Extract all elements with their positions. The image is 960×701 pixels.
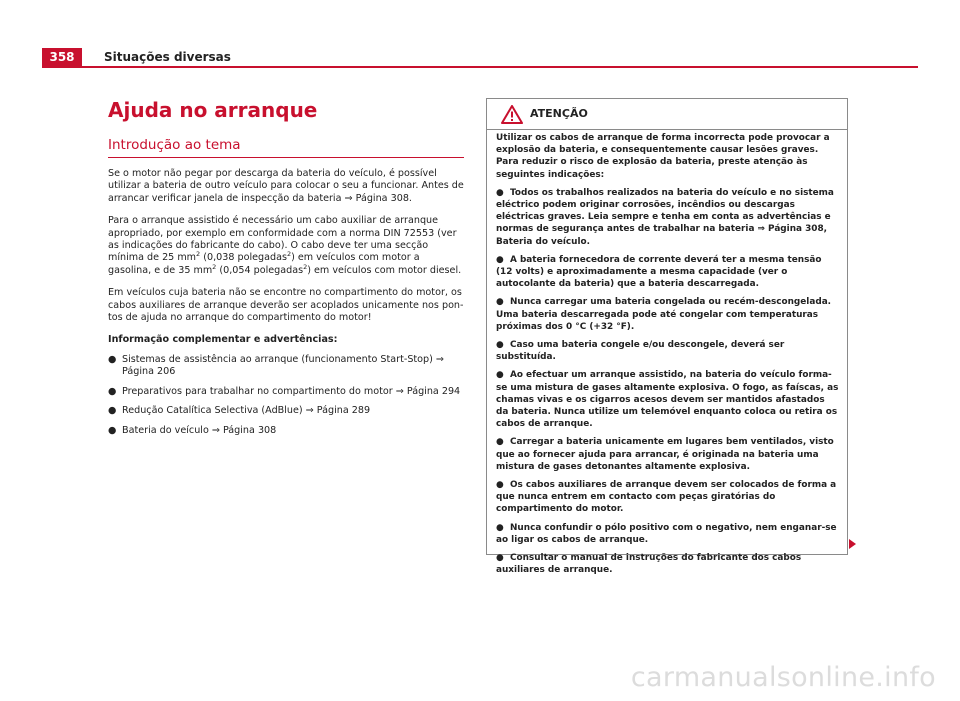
bullet-icon: ●	[496, 370, 504, 381]
paragraph-2-part: ) em veículos com motor diesel.	[307, 264, 462, 276]
bullet-icon: ●	[496, 480, 504, 491]
warning-triangle-icon	[501, 105, 523, 124]
bullet-icon: ●	[108, 385, 117, 397]
info-heading: Informação complementar e advertências:	[108, 334, 338, 346]
warning-intro: Utilizar os cabos de arranque de forma incorrecta pode provocar a explosão da bateria, e consequentemente causar lesões graves. Para reduzir o risco de explosão da bateria, preste atenção às seguintes indicações:	[496, 133, 830, 180]
bullet-icon: ●	[108, 353, 117, 365]
warning-item-text: Ao efectuar um arranque assistido, na bateria do veículo forma-se uma mistura de gases altamente explosiva. O fogo, as faíscas, as chamas vivas e os cigarros acesos devem ser mantidos afastados da bateria. Nunca utilize um telemóvel enquanto coloca ou retira os cabos de arranque.	[496, 370, 839, 430]
list-item	[108, 386, 464, 398]
page-number: 358	[42, 48, 82, 66]
link-text[interactable]: Sistemas de assistência ao arranque (funcionamento Start-Stop) ⇒ Página 206	[122, 353, 444, 378]
list-item	[108, 405, 464, 417]
warning-body	[487, 130, 847, 577]
bullet-icon: ●	[496, 437, 504, 448]
superscript: 2	[303, 262, 308, 271]
bullet-icon: ●	[108, 424, 117, 436]
bullet-icon: ●	[496, 254, 504, 265]
continue-arrow-icon	[849, 539, 856, 549]
warning-item	[496, 552, 839, 576]
warning-item	[496, 296, 839, 333]
bullet-icon: ●	[496, 340, 504, 351]
intro-column	[108, 96, 464, 437]
paragraph-2	[108, 215, 464, 277]
paragraph-1: Se o motor não pegar por descarga da bateria do veículo, é possível utilizar a bateria de outro veículo para colocar o seu a funcionar. Antes de arrancar verificar janela de inspecção da bateria ⇒ Página 308.	[108, 168, 464, 204]
paragraph-2-part: Para o arranque assistido é necessário um cabo auxiliar de arranque apropriado, por exemplo em conformidade com a norma DIN 72553 (ver as indicações do fabricante do cabo). O cabo deve ter uma secção mínima de 25 mm	[108, 215, 457, 264]
warning-item-text: Os cabos auxiliares de arranque devem ser colocados de forma a que nunca entrem em contacto com peças giratórias do compartimento do motor.	[496, 480, 837, 515]
bullet-icon: ●	[496, 522, 504, 533]
subtitle-rule	[108, 136, 464, 158]
bullet-icon: ●	[496, 187, 504, 198]
page-title: Ajuda no arranque	[108, 98, 318, 122]
list-item	[108, 425, 464, 437]
watermark: carmanualsonline.info	[630, 662, 936, 693]
link-text[interactable]: Preparativos para trabalhar no compartimento do motor ⇒ Página 294	[122, 385, 461, 397]
link-text[interactable]: Bateria do veículo ⇒ Página 308	[122, 424, 277, 436]
paragraph-3: Em veículos cuja bateria não se encontre no compartimento do motor, os cabos auxiliares de arranque deverão ser acoplados unicamente nos pontos de ajuda no arranque do compartimento do motor!	[108, 287, 464, 324]
superscript: 2	[212, 262, 217, 271]
list-item	[108, 354, 464, 379]
warning-box	[486, 98, 848, 576]
warning-item-text: Consultar o manual de instruções do fabricante dos cabos auxiliares de arranque.	[496, 553, 802, 576]
warning-item	[496, 254, 839, 291]
warning-item	[496, 187, 839, 248]
warning-item-text: Nunca carregar uma bateria congelada ou recém-descongelada. Uma bateria descarregada pode até congelar com temperaturas próximas dos 0 °C (+32 °F).	[496, 297, 832, 332]
bullet-icon: ●	[496, 553, 504, 564]
warning-item-text: A bateria fornecedora de corrente deverá ter a mesma tensão (12 volts) e aproximadamente a mesma capacidade (ver o autocolante da bateria) que a bateria descarregada.	[496, 254, 822, 290]
warning-item	[496, 479, 839, 516]
warning-item-text: Caso uma bateria congele e/ou descongele, deverá ser substituída.	[496, 340, 785, 363]
warning-header	[487, 99, 847, 130]
warning-item	[496, 369, 839, 430]
subtitle: Introdução ao tema	[108, 137, 241, 153]
warning-item-text: Todos os trabalhos realizados na bateria do veículo e no sistema eléctrico podem originar corrosões, incêndios ou descargas eléctricas graves. Leia sempre e tenha em conta as advertências e normas de segurança antes de trabalhar na bateria ⇒ Página 308, Bateria do veículo.	[496, 187, 834, 247]
warning-item-text: Carregar a bateria unicamente em lugares bem ventilados, visto que ao fornecer ajuda para arrancar, é originada na bateria uma mistura de gases detonantes altamente explosiva.	[496, 437, 834, 472]
warning-item-text: Nunca confundir o pólo positivo com o negativo, nem enganar-se ao ligar os cabos de arranque.	[496, 522, 837, 545]
paragraph-2-part: ) em veículos com motor a gasolina, e de 35 mm	[108, 252, 420, 276]
bullet-icon: ●	[496, 297, 504, 308]
warning-item	[496, 436, 839, 473]
superscript: 2	[196, 250, 201, 259]
warning-item	[496, 522, 839, 546]
section-title: Situações diversas	[104, 50, 231, 64]
superscript: 2	[286, 250, 292, 259]
warning-item	[496, 339, 839, 363]
link-text[interactable]: Redução Catalítica Selectiva (AdBlue) ⇒ Página 289	[122, 405, 371, 417]
page-header	[42, 48, 918, 68]
paragraph-2-part: (0,038 polegadas	[200, 252, 287, 264]
paragraph-2-part: (0,054 polegadas	[216, 264, 304, 276]
warning-title: ATENÇÃO	[530, 107, 588, 120]
bullet-icon: ●	[108, 405, 117, 417]
